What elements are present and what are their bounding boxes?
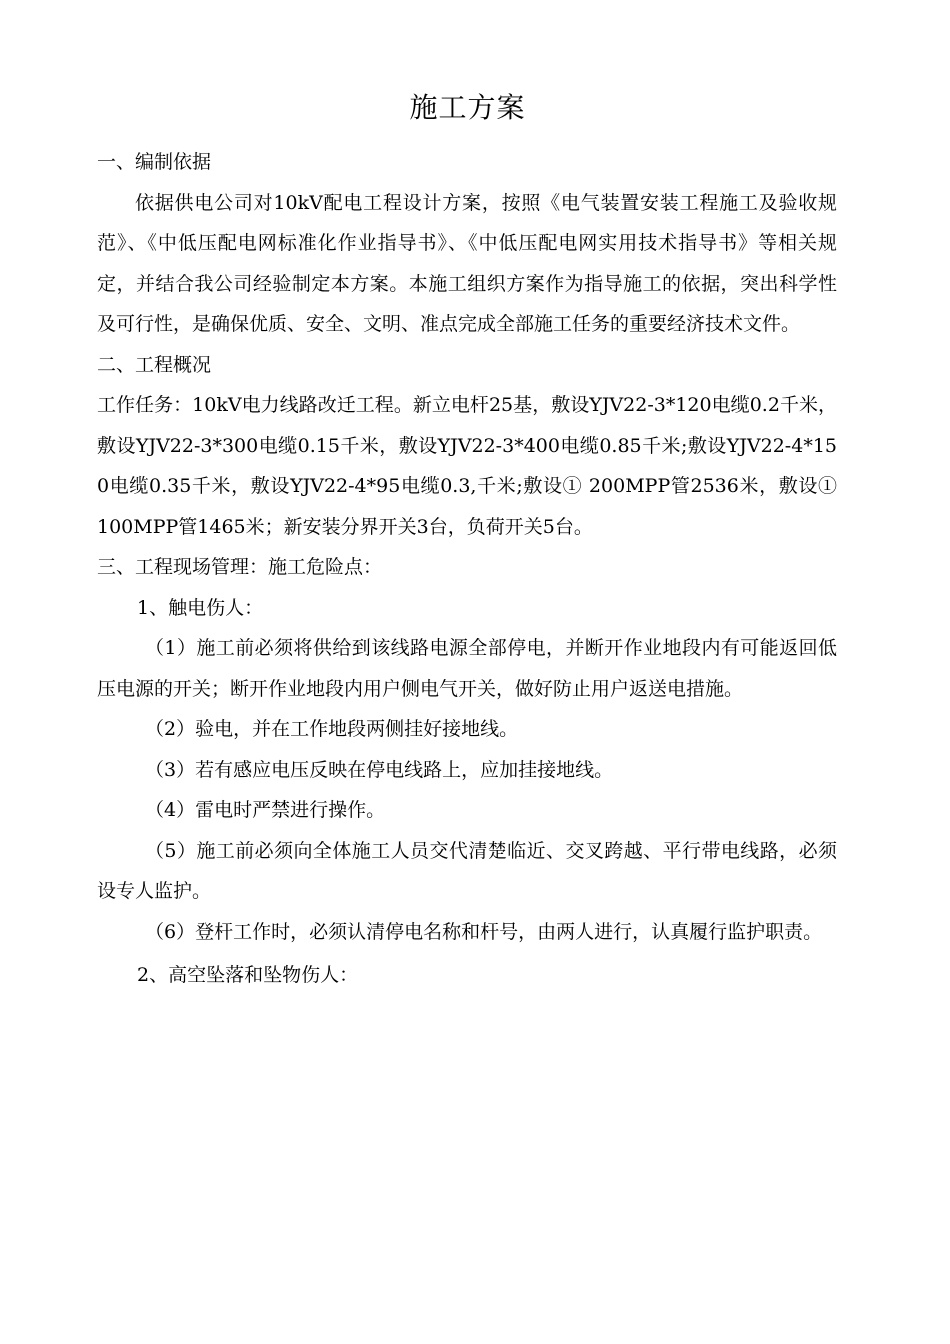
list-item: （1）施工前必须将供给到该线路电源全部停电，并断开作业地段内有可能返回低压电源的开关；断开作业地段内用户侧电气开关，做好防止用户返送电措施。: [97, 637, 837, 700]
subsection-heading-fall-hazard: 2、高空坠落和坠物伤人：: [137, 964, 359, 986]
list-item: （6）登杆工作时，必须认清停电名称和杆号，由两人进行，认真履行监护职责。: [145, 920, 823, 943]
list-item: （2）验电，并在工作地段两侧挂好接地线。: [145, 718, 519, 740]
section-heading-basis: 一、编制依据: [97, 151, 212, 173]
list-item: （4）雷电时严禁进行操作。: [145, 799, 386, 821]
list-item: （5）施工前必须向全体施工人员交代清楚临近、交叉跨越、平行带电线路，必须设专人监护。: [97, 839, 837, 902]
document-title: 施工方案: [409, 91, 526, 124]
overview-paragraph: 工作任务：10kV电力线路改迁工程。新立电杆25基，敷设YJV22-3*120电缆0.2千米，敷设YJV22-3*300电缆0.15千米，敷设YJV22-3*400电缆0.85千米;敷设YJV22-4*150电缆0.35千米，敷设YJV22-4*95电缆0.3,千米;敷设① 200MPP管2536米，敷设① 100MPP管1465米；新安装分界开关3台，负荷开关5台。: [97, 394, 837, 538]
list-item: （3）若有感应电压反映在停电线路上，应加挂接地线。: [145, 758, 614, 781]
section-heading-site-management: 三、工程现场管理：施工危险点：: [97, 556, 383, 578]
basis-paragraph: 依据供电公司对10kV配电工程设计方案，按照《电气装置安装工程施工及验收规范》、《中低压配电网标准化作业指导书》、《中低压配电网实用技术指导书》等相关规定，并结合我公司经验制定本方案。本施工组织方案作为指导施工的依据，突出科学性及可行性，是确保优质、安全、文明、准点完成全部施工任务的重要经济技术文件。: [97, 191, 837, 335]
subsection-heading-electric-shock: 1、触电伤人：: [137, 596, 264, 619]
document-body: [97, 142, 837, 996]
section-heading-overview: 二、工程概况: [97, 353, 212, 376]
